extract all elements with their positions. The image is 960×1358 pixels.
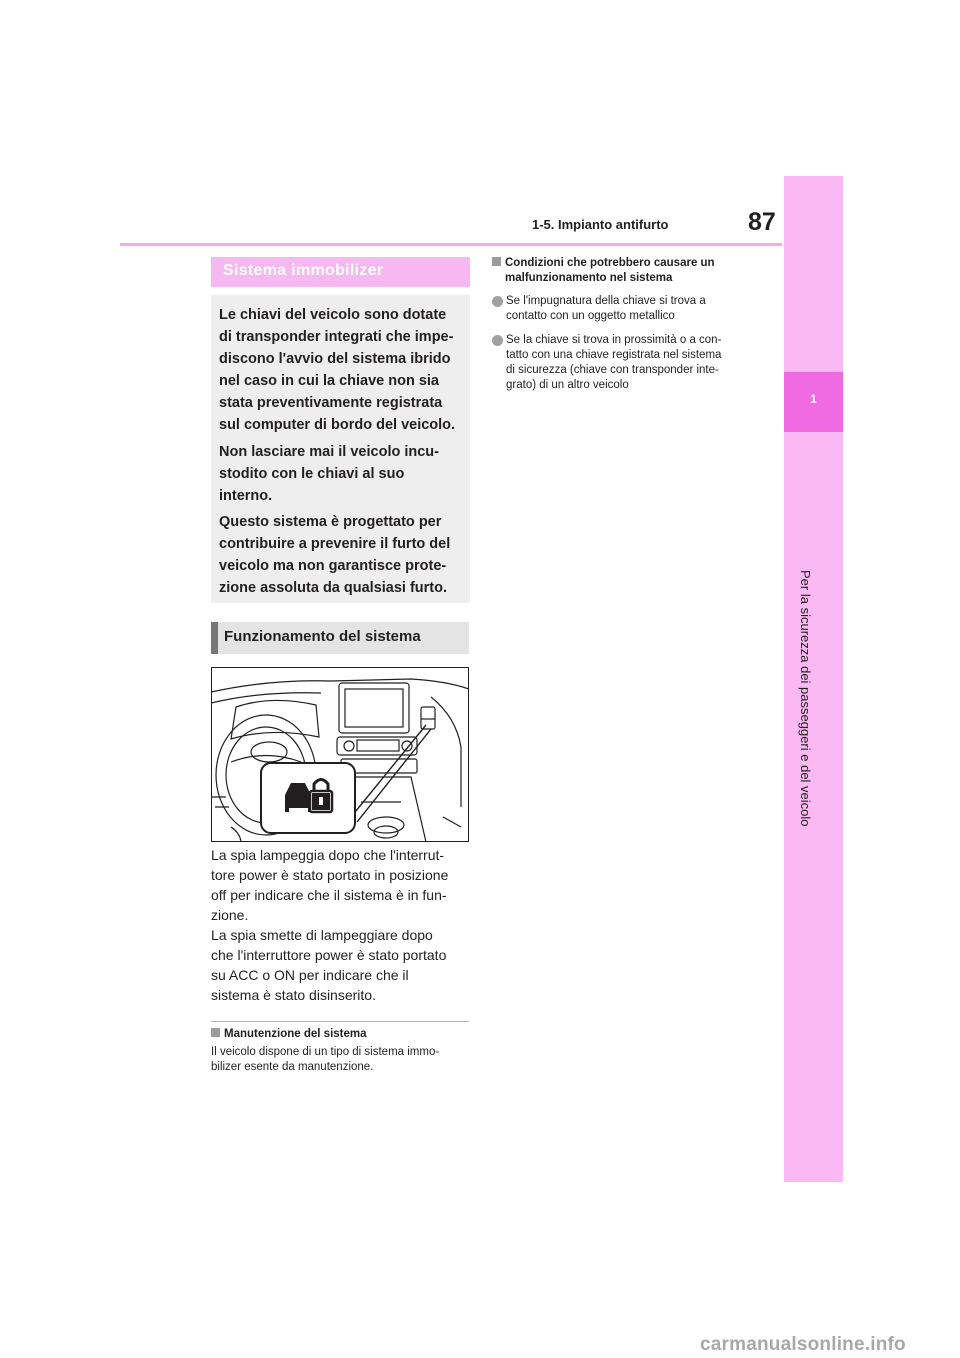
section-heading-text: Funzionamento del sistema — [224, 628, 421, 645]
chapter-label: Per la sicurezza dei passeggeri e del veicolo — [798, 570, 813, 827]
square-bullet-icon — [211, 1028, 220, 1037]
intro-box — [211, 295, 470, 603]
note-title: Manutenzione del sistema — [211, 1028, 367, 1040]
header-divider — [120, 243, 782, 246]
chapter-side-tab — [784, 176, 843, 1182]
body-paragraph: La spia lampeggia dopo che l'interrut- tore power è stato portato in posizione off per indicare che il sistema è in fun- zione. — [211, 847, 449, 923]
section-title: 1-5. Impianto antifurto — [532, 217, 669, 232]
note-title: Condizioni che potrebbero causare un malfunzionamento nel sistema — [492, 256, 754, 286]
section-heading-immobilizer — [211, 257, 470, 287]
section-heading-text: Sistema immobilizer — [223, 262, 384, 279]
list-item: Se la chiave si trova in prossimità o a con- tatto con una chiave registrata nel sistema di sicurezza (chiave con transponder inte- grato) di un altro veicolo — [492, 333, 754, 393]
intro-paragraph: Non lasciare mai il veicolo incu- stodito con le chiavi al suo interno. — [219, 444, 439, 504]
watermark: carmanualsonline.info — [700, 1334, 906, 1355]
dashboard-illustration — [211, 667, 469, 842]
intro-paragraph: Questo sistema è progettato per contribuire a prevenire il furto del veicolo ma non garantisce prote- zione assoluta da qualsiasi furto. — [219, 514, 451, 596]
intro-paragraph: Le chiavi del veicolo sono dotate di transponder integrati che impe- discono l'avvio del sistema ibrido nel caso in cui la chiave non sia stata preventivamente registrata sul computer di bordo del veicolo. — [219, 307, 456, 433]
body-paragraph: La spia smette di lampeggiare dopo che l'interruttore power è stato portato su ACC o ON per indicare che il sistema è stato disinserito. — [211, 927, 447, 1003]
circle-bullet-icon — [492, 296, 503, 307]
list-item: Se l'impugnatura della chiave si trova a contatto con un oggetto metallico — [492, 294, 754, 324]
chapter-number: 1 — [810, 392, 817, 406]
note-body: Il veicolo dispone di un tipo di sistema immo- bilizer esente da manutenzione. — [211, 1046, 440, 1073]
square-bullet-icon — [492, 257, 501, 266]
page-number: 87 — [748, 208, 776, 236]
circle-bullet-icon — [492, 335, 503, 346]
section-heading-operation — [211, 622, 469, 654]
notes-divider — [211, 1021, 469, 1022]
